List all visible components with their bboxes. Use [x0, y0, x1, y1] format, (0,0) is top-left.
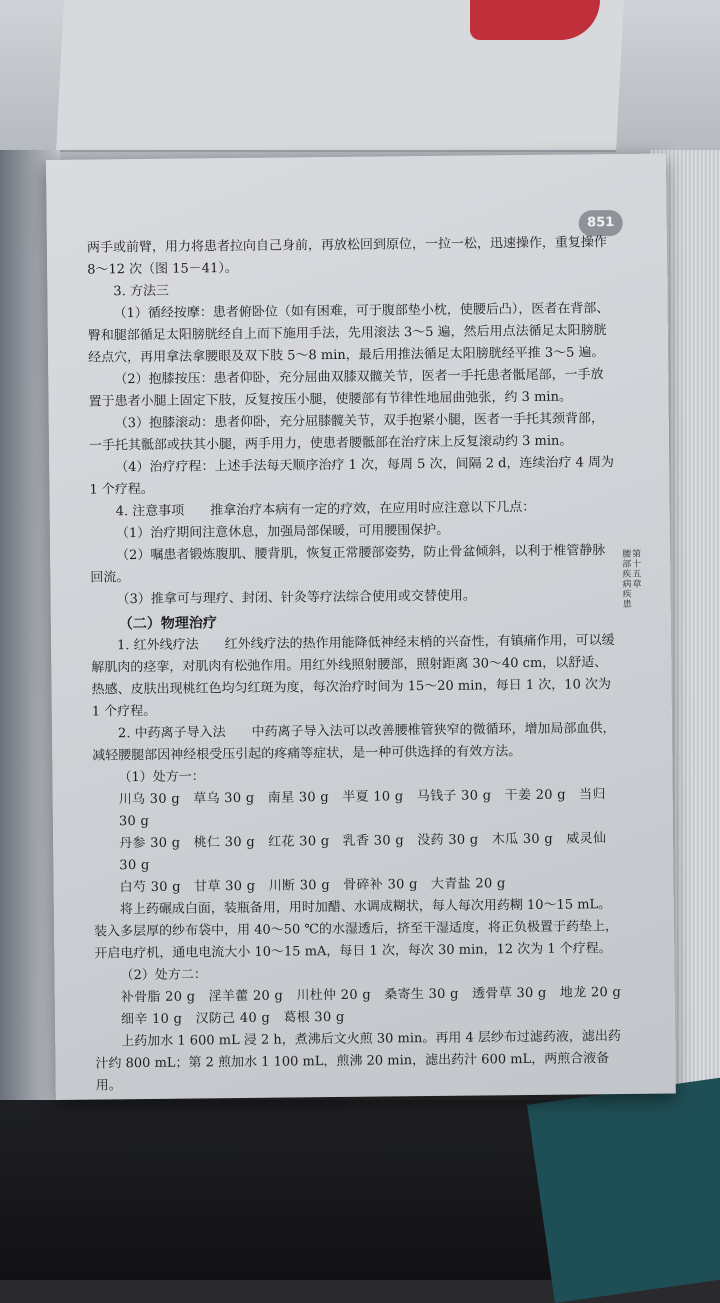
paragraph: （1）治疗期间注意休息，加强局部保暖，可用腰围保护。	[115, 522, 450, 542]
paragraph: （2）处方二：	[120, 967, 207, 984]
prescription-line: 细辛 10 g 汉防己 40 g 葛根 30 g	[120, 1009, 345, 1028]
prescription-line: 丹参 30 g 桃仁 30 g 红花 30 g 乳香 30 g 没药 30 g 木瓜 30 g 威灵仙 30 g	[119, 831, 607, 874]
paragraph: （4）治疗疗程：上述手法每天顺序治疗 1 次，每周 5 次，间隔 2 d，连续治疗 4 周为 1 个疗程。	[89, 455, 615, 498]
paragraph: （1）处方一：	[118, 769, 205, 786]
paragraph: （2）嘱患者锻炼腹肌、腰背肌，恢复正常腰部姿势，防止骨盆倾斜，以利于椎管静脉回流。	[90, 543, 606, 586]
paragraph: 2. 中药离子导入法 中药离子导入法可以改善腰椎管狭窄的微循环，增加局部血供，减轻腰腿部因神经根受压引起的疼痛等症状，是一种可供选择的有效方法。	[92, 721, 616, 764]
prescription-line: 补骨脂 20 g 淫羊藿 20 g 川杜仲 20 g 桑寄生 30 g 透骨草 30 g 地龙 20 g	[120, 985, 622, 1006]
background-red-object	[470, 0, 600, 40]
paragraph: 3. 方法三	[113, 283, 170, 300]
page-number-badge: 851	[579, 210, 623, 236]
paragraph: 将上药碾成白面，装瓶备用，用时加醋、水调成糊状，每人每次用药糊 10～15 mL。装入多层厚的纱布袋中，用 40～50 ℃的水湿透后，挤至干湿适度，将正负极置于药垫上，开启电疗机，通电电流大小 10～15 mA，每日 1 次，每次 30 min，12 次为 1 个疗程。	[94, 897, 619, 962]
book-page	[46, 154, 676, 1100]
paragraph: 两手或前臂，用力将患者拉向自己身前，再放松回到原位，一拉一松，迅速操作，重复操作 8～12 次（图 15－41）。	[86, 235, 607, 278]
background-cloth	[527, 1077, 720, 1303]
paragraph: 1. 红外线疗法 红外线疗法的热作用能降低神经末梢的兴奋性，有镇痛作用，可以缓解肌肉的痉挛，对肌肉有松弛作用。用红外线照射腰部，照射距离 30～40 cm，以舒适、热感、皮肤出现桃红色均匀红斑为度，每次治疗时间为 15～20 min，每日 1 次，10 次为 1 个疗程。	[91, 633, 615, 720]
prescription-line: 白芍 30 g 甘草 30 g 川断 30 g 骨碎补 30 g 大青盐 20 g	[119, 876, 506, 896]
paragraph: 上药加水 1 600 mL 浸 2 h，煮沸后文火煎 30 min。再用 4 层纱布过滤药液，滤出药汁约 800 mL；第 2 煎加水 1 100 mL，煎沸 20 min，滤出药汁 600 mL，两煎合液备用。	[95, 1029, 621, 1094]
paragraph: （3）抱膝滚动：患者仰卧，充分屈膝髋关节，双手抱紧小腿，医者一手托其颈背部，一手托其骶部或扶其小腿，两手用力，使患者腰骶部在治疗床上反复滚动约 3 min。	[88, 411, 605, 454]
section-heading: （二）物理治疗	[118, 615, 217, 633]
chapter-title: 腰部疾病疾患	[620, 548, 631, 610]
paragraph: （1）循经按摩：患者俯卧位（如有困难，可于腹部垫小枕，使腰后凸），医者在背部、臀和腿部循足太阳膀胱经自上而下施用手法，先用滚法 3～5 遍，然后用点法循足太阳膀胱经点穴，再用拿法拿腰眼及双下肢 5～8 min，最后用推法循足太阳膀胱经平推 3～5 遍。	[87, 301, 610, 366]
chapter-side-tab	[620, 548, 641, 610]
paragraph: （3）推拿可与理疗、封闭、针灸等疗法综合使用或交替使用。	[116, 588, 476, 608]
paragraph: （2）抱膝按压：患者仰卧，充分屈曲双膝双髋关节，医者一手托患者骶尾部，一手放置于患者小腿上固定下肢，反复按压小腿，使腰部有节律性地屈曲弛张，约 3 min。	[88, 367, 604, 410]
paragraph: 4. 注意事项 推拿治疗本病有一定的疗效，在应用时应注意以下几点：	[115, 499, 536, 520]
chapter-number: 第十五章	[630, 548, 641, 589]
prescription-line: 川乌 30 g 草乌 30 g 南星 30 g 半夏 10 g 马钱子 30 g 干姜 20 g 当归 30 g	[118, 787, 606, 830]
page-body-text	[87, 232, 624, 1097]
